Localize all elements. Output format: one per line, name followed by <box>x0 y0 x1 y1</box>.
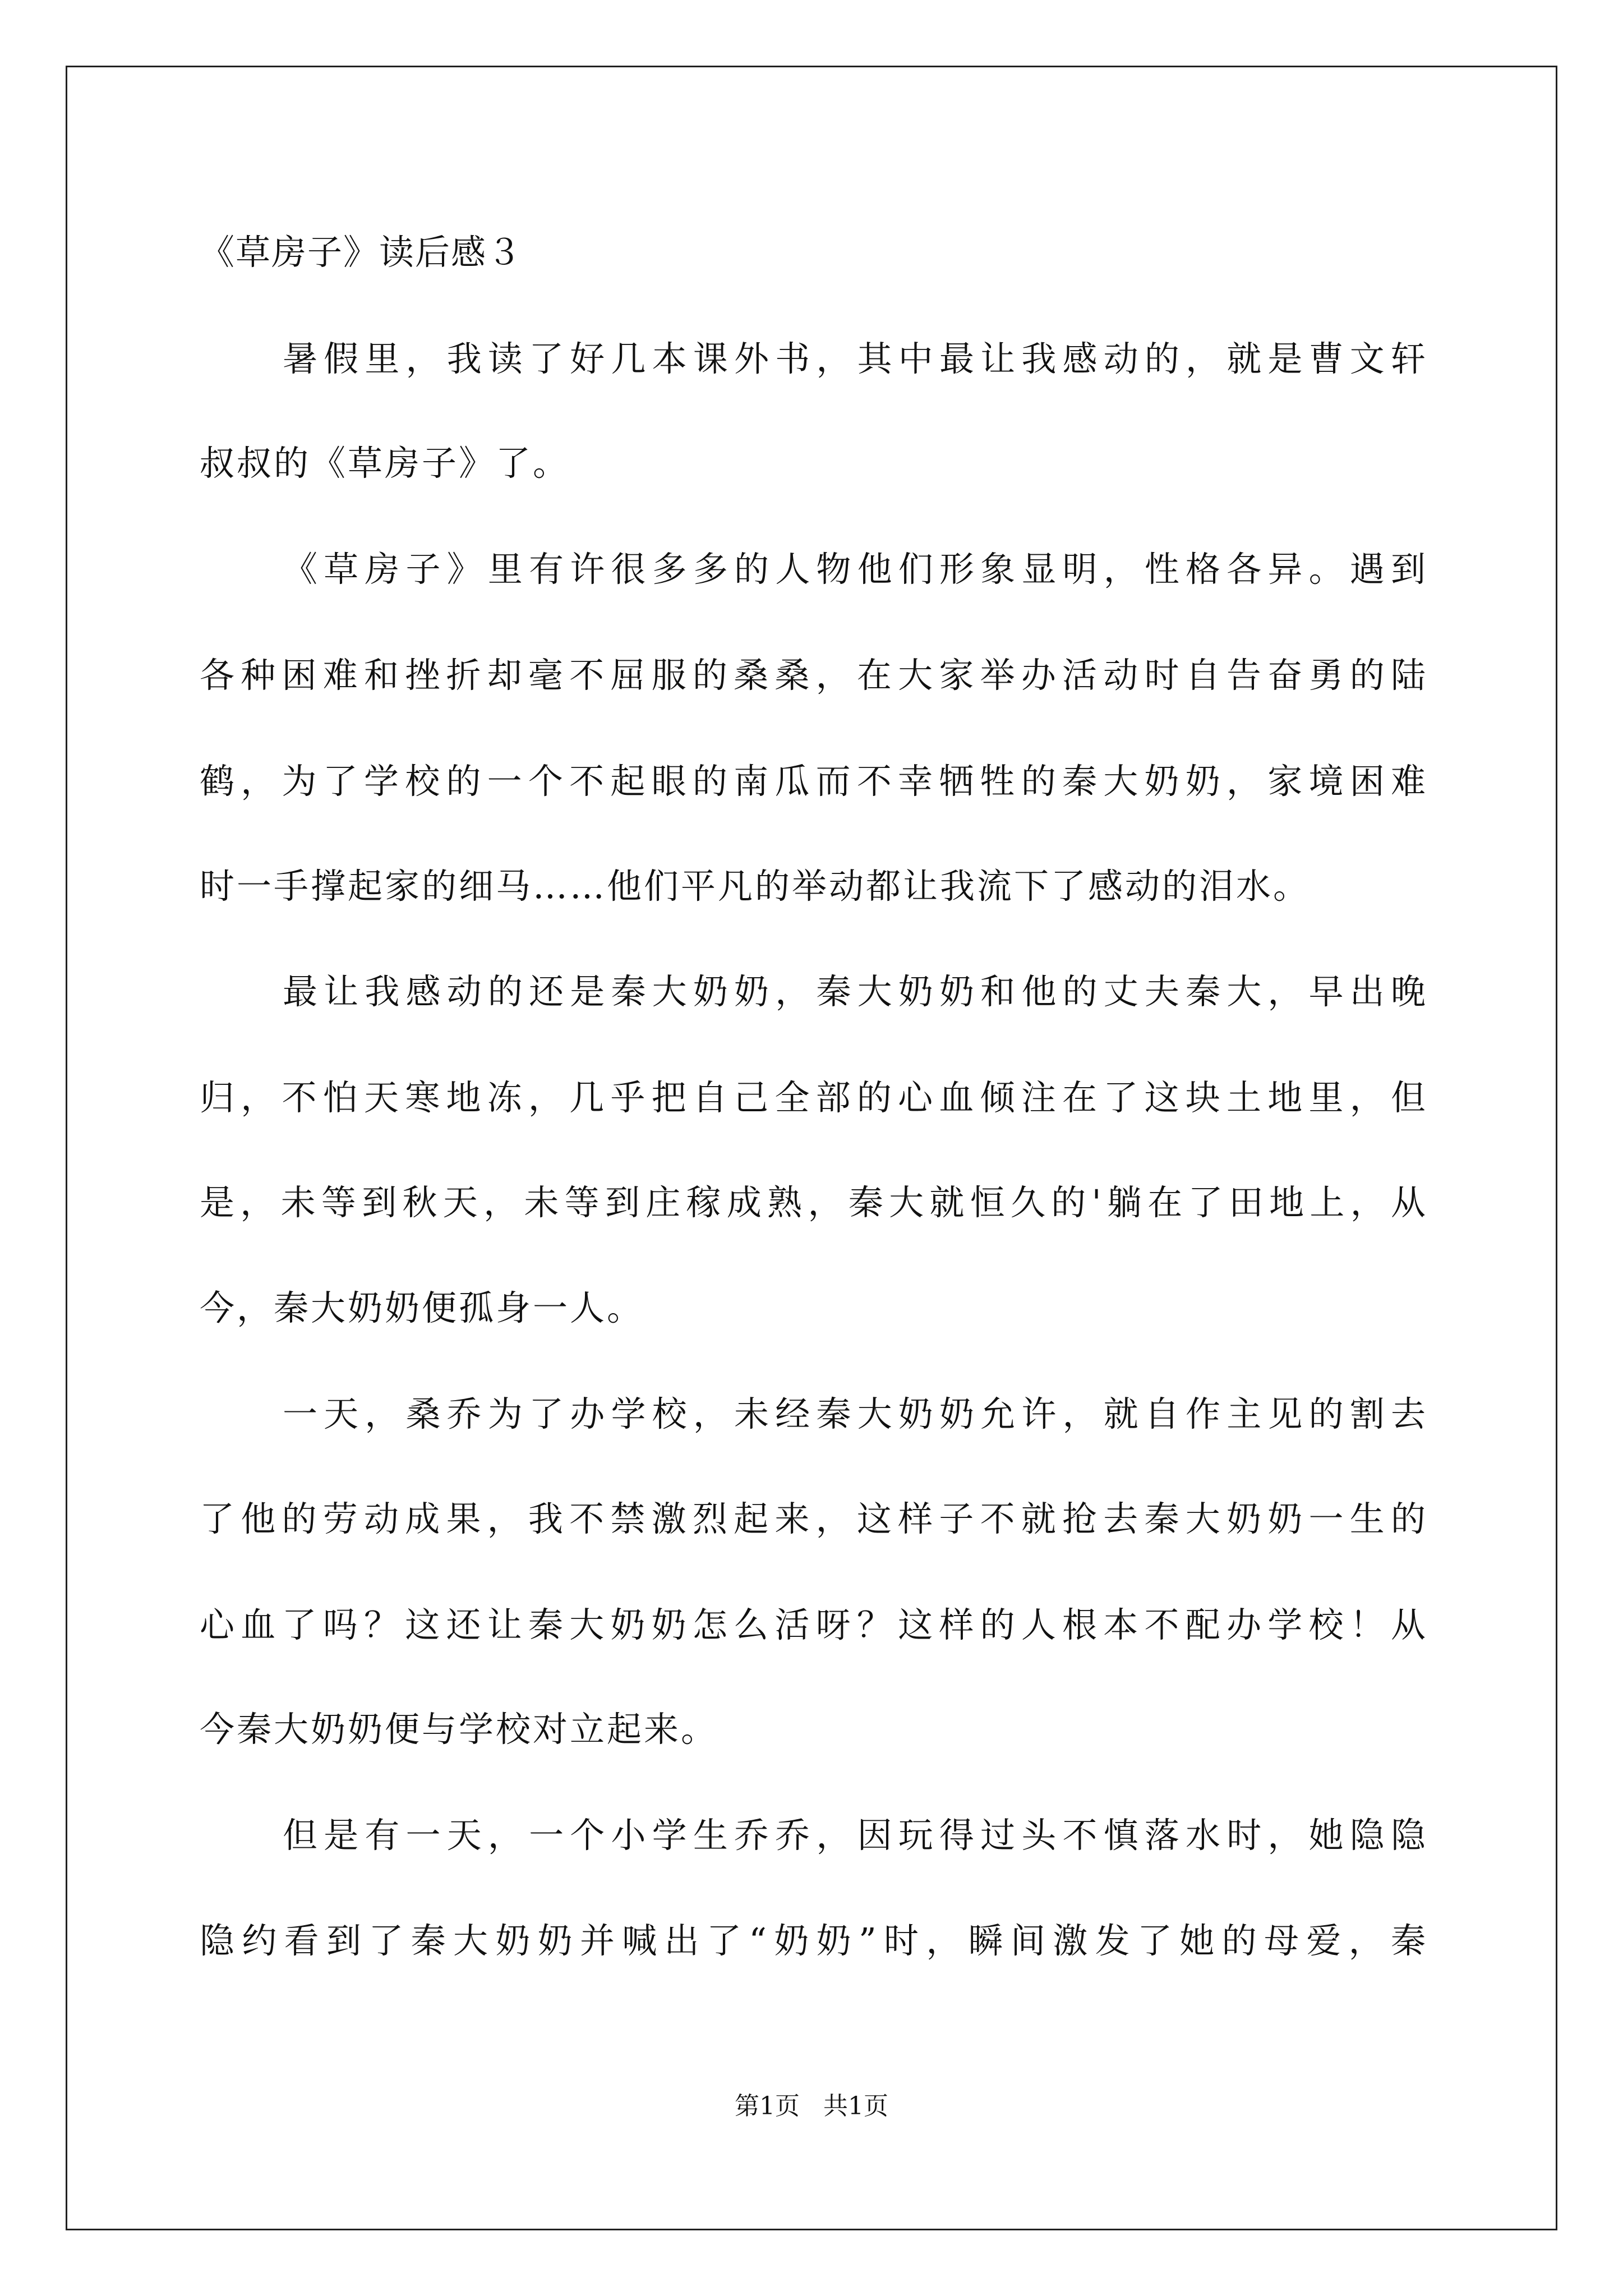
paragraph-2-line-2: 各种困难和挫折却毫不屈服的桑桑，在大家举办活动时自告奋勇的陆 <box>200 655 1428 696</box>
page-footer: 第1页 共1页 <box>735 2092 888 2120</box>
paragraph-3-line-4: 今，秦大奶奶便孤身一人。 <box>200 1287 644 1328</box>
paragraph-2-line-3: 鹤，为了学校的一个不起眼的南瓜而不幸牺牲的秦大奶奶，家境困难 <box>200 761 1428 802</box>
paragraph-3-line-1: 最让我感动的还是秦大奶奶，秦大奶奶和他的丈夫秦大，早出晚 <box>283 971 1428 1012</box>
paragraph-2-line-1: 《草房子》里有许很多多的人物他们形象显明，性格各异。遇到 <box>283 549 1428 590</box>
paragraph-3-line-2: 归，不怕天寒地冻，几乎把自己全部的心血倾注在了这块土地里，但 <box>200 1077 1428 1118</box>
paragraph-5-line-1: 但是有一天，一个小学生乔乔，因玩得过头不慎落水时，她隐隐 <box>283 1815 1428 1856</box>
document-title: 《草房子》读后感３ <box>200 232 523 273</box>
paragraph-1-line-1: 暑假里，我读了好几本课外书，其中最让我感动的，就是曹文轩 <box>283 338 1428 379</box>
paragraph-1-line-2: 叔叔的《草房子》了。 <box>200 443 570 484</box>
paragraph-4-line-3: 心血了吗？这还让秦大奶奶怎么活呀？这样的人根本不配办学校！从 <box>200 1604 1428 1645</box>
paragraph-5-line-2: 隐约看到了秦大奶奶并喊出了“奶奶”时，瞬间激发了她的母爱，秦 <box>200 1920 1428 1961</box>
paragraph-3-line-3: 是，未等到秋天，未等到庄稼成熟，秦大就恒久的'躺在了田地上，从 <box>200 1182 1428 1223</box>
paragraph-4-line-4: 今秦大奶奶便与学校对立起来。 <box>200 1709 718 1750</box>
paragraph-4-line-2: 了他的劳动成果，我不禁激烈起来，这样子不就抢去秦大奶奶一生的 <box>200 1498 1428 1539</box>
paragraph-2-line-4: 时一手撑起家的细马……他们平凡的举动都让我流下了感动的泪水。 <box>200 866 1311 907</box>
page-border <box>66 66 1557 2230</box>
paragraph-4-line-1: 一天，桑乔为了办学校，未经秦大奶奶允许，就自作主见的割去 <box>283 1393 1428 1434</box>
